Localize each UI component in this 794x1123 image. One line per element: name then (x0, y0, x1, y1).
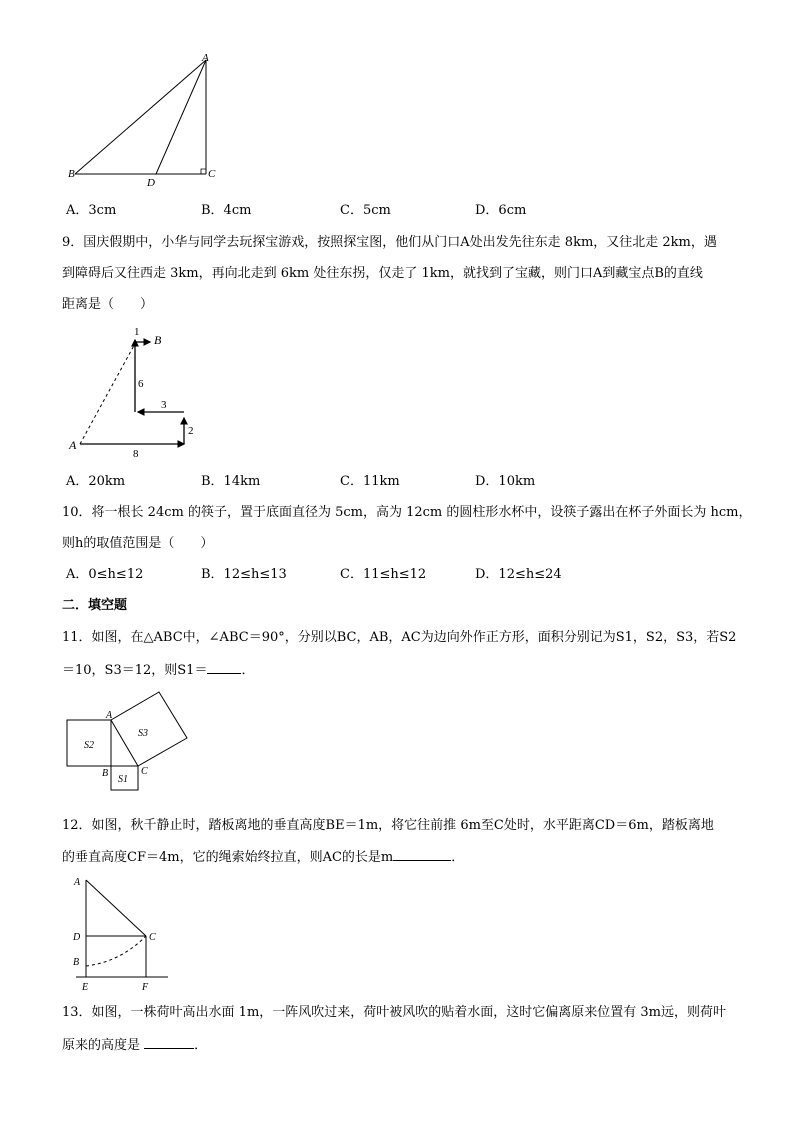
q10-option-b: B．12≤h≤13 (201, 567, 287, 582)
q11-text-line2-main: ＝10，S3＝12，则S1＝ (62, 663, 208, 678)
q12-label-b: B (73, 957, 80, 968)
q12-label-c: C (149, 932, 156, 943)
q9-text-line2: 到障碍后又往西走 3km，再向北走到 6km 处往东拐，仅走了 1km，就找到了宝藏，则门口A到藏宝点B的直线 (62, 266, 703, 281)
q8-figure (60, 52, 220, 192)
q9-seg-2: 2 (188, 425, 194, 437)
q11-answer-blank[interactable] (207, 661, 241, 674)
q9-option-c: C．11km (340, 474, 400, 489)
q8-label-c: C (208, 168, 216, 180)
q12-answer-blank[interactable] (393, 848, 451, 861)
q8-label-a: A (202, 52, 209, 64)
q12-label-a: A (74, 877, 81, 888)
q11-label-b: B (102, 768, 109, 779)
q11-s2: S2 (84, 740, 94, 751)
q11-s3: S3 (138, 728, 148, 739)
q13-text-line2-end: ． (194, 1038, 208, 1053)
q8-label-d: D (147, 177, 155, 189)
q10-text-line1: 10．将一根长 24cm 的筷子，置于底面直径为 5cm，高为 12cm 的圆柱形水杯中，设筷子露出在杯子外面长为 hcm， (62, 505, 752, 520)
q11-label-a: A (106, 710, 113, 721)
q8-option-b: B．4cm (201, 203, 252, 218)
q9-option-b: B．14km (201, 474, 261, 489)
q9-option-d: D．10km (475, 474, 536, 489)
q10-option-a: A．0≤h≤12 (66, 567, 144, 582)
q11-figure (62, 688, 194, 792)
q10-option-d: D．12≤h≤24 (475, 567, 562, 582)
q9-text-line1: 9．国庆假期中，小华与同学去玩探宝游戏，按照探宝图，他们从门口A处出发先往东走 8km，又往北走 2km，遇 (62, 235, 717, 250)
q8-label-b: B (68, 168, 75, 180)
q11-text-line2-end: ． (241, 663, 255, 678)
q12-label-d: D (73, 932, 81, 943)
q12-text-line1: 12．如图，秋千静止时，踏板离地的垂直高度BE＝1m，将它往前推 6m至C处时，水平距离CD＝6m，踏板离地 (62, 818, 714, 833)
q13-text-line1: 13．如图，一株荷叶高出水面 1m，一阵风吹过来，荷叶被风吹的贴着水面，这时它偏离原来位置有 3m远，则荷叶 (62, 1005, 727, 1020)
q11-label-c: C (141, 766, 148, 777)
q10-text-line2: 则h的取值范围是（ ） (62, 536, 214, 551)
q9-figure (62, 322, 212, 462)
q11-text-line1: 11．如图，在△ABC中，∠ABC＝90°，分别以BC，AB，AC为边向外作正方形，面积分别记为S1，S2，S3，若S2 (62, 630, 737, 645)
q8-option-c: C．5cm (340, 203, 391, 218)
q9-seg-6: 6 (138, 378, 144, 390)
q13-text-line2 (62, 1036, 207, 1054)
q10-option-c: C．11≤h≤12 (340, 567, 427, 582)
q11-s1: S1 (118, 774, 128, 785)
q8-option-a: A．3cm (66, 203, 117, 218)
q9-seg-8: 8 (133, 448, 139, 460)
q8-option-d: D．6cm (475, 203, 527, 218)
q9-label-a: A (69, 438, 77, 452)
q9-seg-1: 1 (134, 326, 140, 338)
q13-text-line2-main: 原来的高度是 (62, 1038, 141, 1053)
q9-option-a: A．20km (66, 474, 126, 489)
q9-text-line3: 距离是（ ） (62, 297, 154, 312)
q12-text-line2-end: ． (451, 850, 465, 865)
q13-answer-blank[interactable] (144, 1036, 194, 1049)
q12-label-f: F (142, 982, 149, 992)
q12-figure (62, 870, 172, 992)
q12-text-line2 (62, 848, 464, 866)
q11-text-line2 (62, 661, 254, 679)
q12-text-line2-main: 的垂直高度CF＝4m，它的绳索始终拉直，则AC的长是m (62, 850, 394, 865)
q9-seg-3: 3 (161, 399, 167, 411)
q9-label-b: B (154, 333, 162, 347)
section-fill-in-title: 二．填空题 (62, 598, 128, 613)
q12-label-e: E (82, 982, 89, 992)
